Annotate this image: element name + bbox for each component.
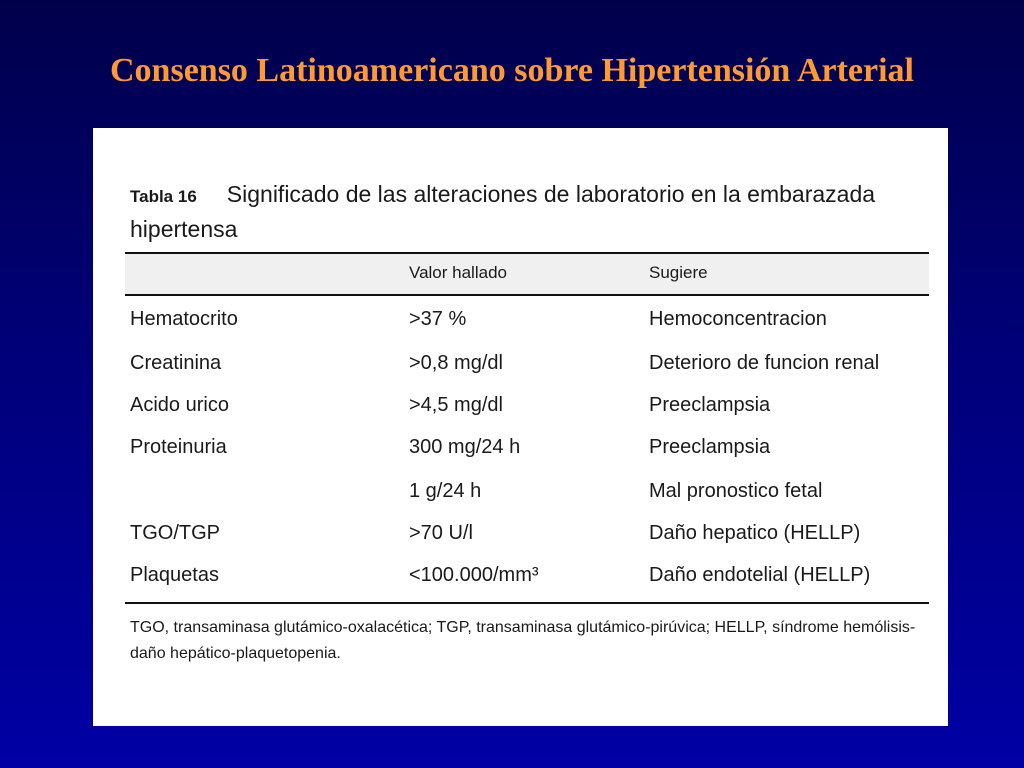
row-value: >4,5 mg/dl (409, 394, 503, 416)
row-parameter: Plaquetas (130, 564, 219, 586)
table-bottom-rule (125, 602, 929, 604)
column-header-value: Valor hallado (409, 263, 507, 282)
table-number: Tabla 16 (130, 187, 197, 206)
row-value: <100.000/mm³ (409, 564, 539, 586)
row-value: 300 mg/24 h (409, 436, 521, 458)
table-footnote: TGO, transaminasa glutámico-oxalacética; TGP, transaminasa glutámico-pirúvica; HELLP, síndrome hemólisis-daño hepático-plaquetopenia. (130, 619, 916, 662)
table-title: Significado de las alteraciones de laboratorio en la embarazada hipertensa (130, 181, 876, 242)
row-suggests: Preeclampsia (649, 394, 771, 416)
row-parameter: Proteinuria (130, 436, 227, 458)
table-header-rule (125, 294, 929, 296)
table-heading (130, 178, 930, 246)
row-parameter: Creatinina (130, 352, 222, 374)
row-suggests: Deterioro de funcion renal (649, 352, 880, 374)
row-suggests: Daño hepatico (HELLP) (649, 522, 861, 544)
slide-title: Consenso Latinoamericano sobre Hipertensión Arterial (110, 52, 914, 89)
row-suggests: Hemoconcentracion (649, 308, 827, 330)
table-header-band (125, 254, 929, 294)
row-parameter: TGO/TGP (130, 522, 220, 544)
row-value: 1 g/24 h (409, 480, 482, 502)
row-parameter: Hematocrito (130, 308, 238, 330)
row-value: >0,8 mg/dl (409, 352, 503, 374)
row-suggests: Daño endotelial (HELLP) (649, 564, 871, 586)
row-parameter: Acido urico (130, 394, 229, 416)
row-value: >37 % (409, 308, 467, 330)
table-panel (93, 128, 948, 726)
column-header-suggests: Sugiere (649, 263, 708, 282)
row-suggests: Mal pronostico fetal (649, 480, 823, 502)
row-suggests: Preeclampsia (649, 436, 771, 458)
table-top-rule (125, 252, 929, 254)
row-value: >70 U/l (409, 522, 473, 544)
